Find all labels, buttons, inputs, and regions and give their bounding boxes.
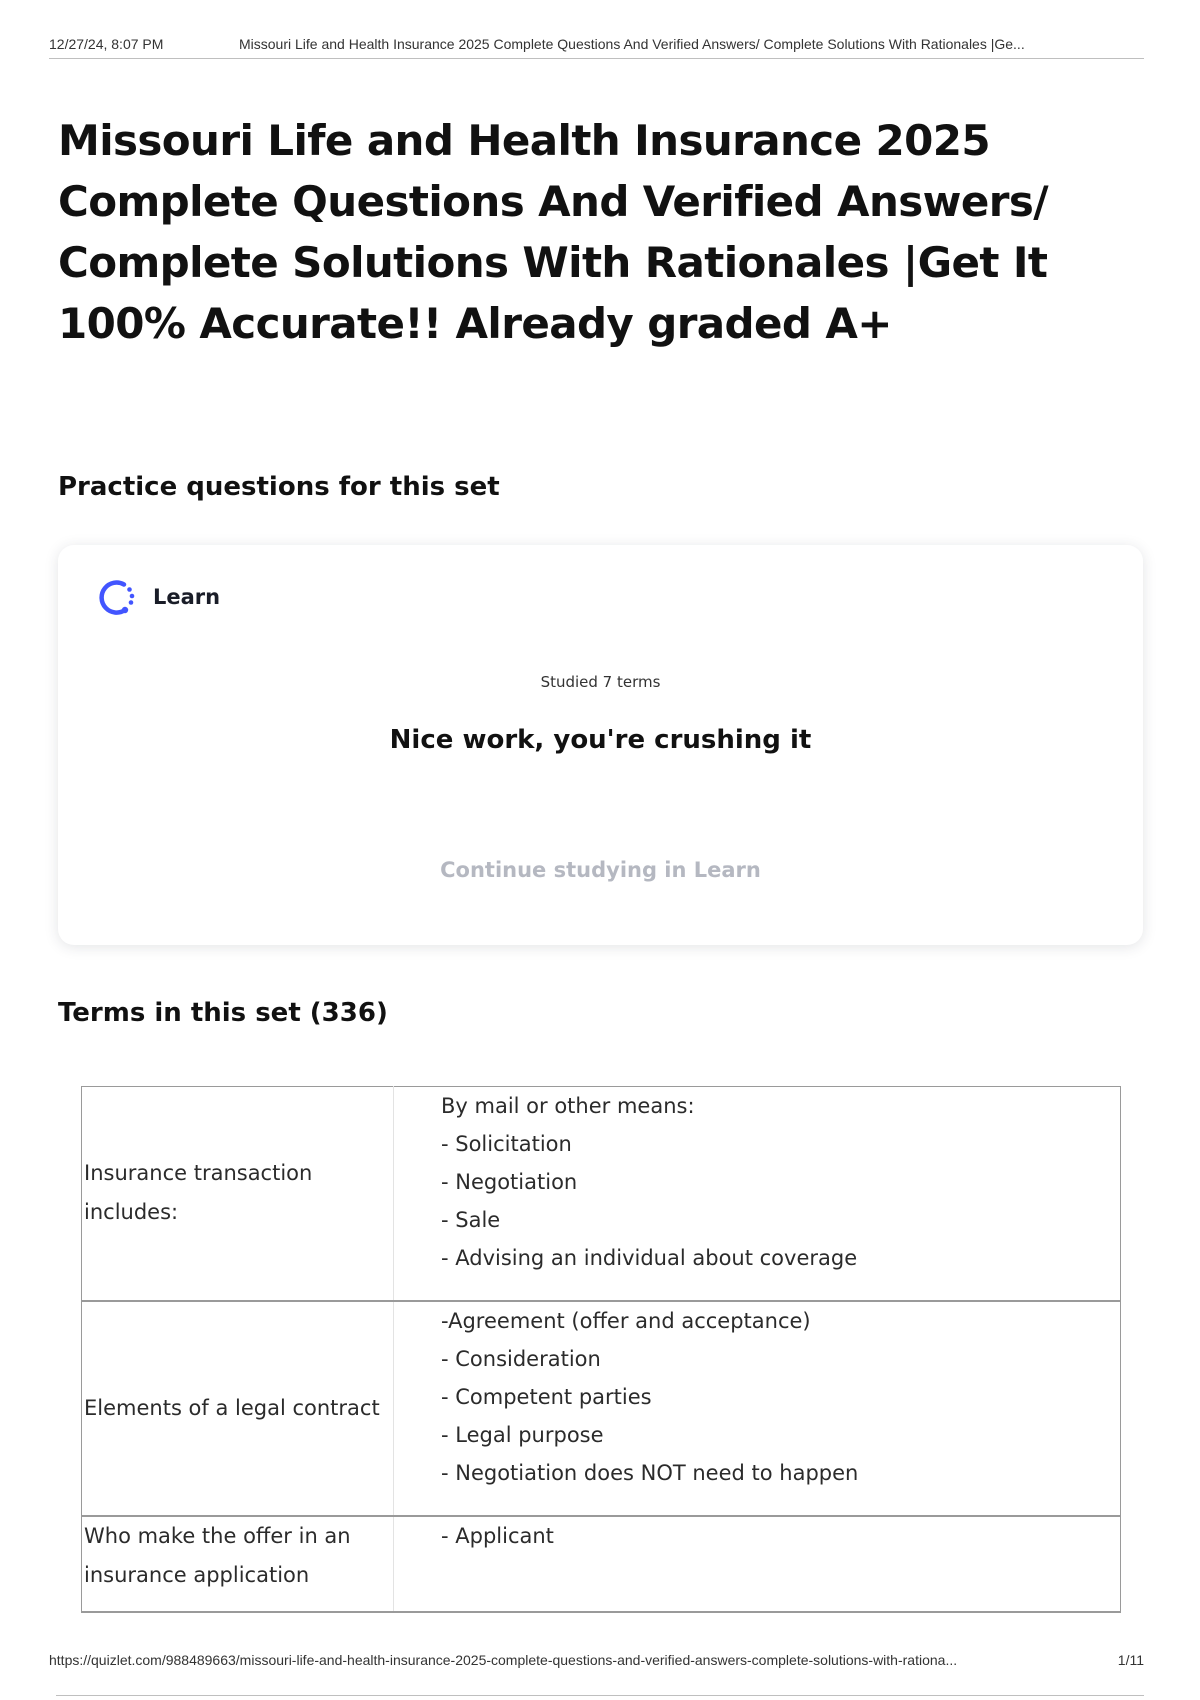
learn-mode-header[interactable] bbox=[95, 575, 220, 619]
terms-table bbox=[81, 1086, 1121, 1613]
definition-cell bbox=[394, 1516, 1121, 1612]
page-title: Missouri Life and Health Insurance 2025 Complete Questions And Verified Answers/ Complete Solutions With Rationales |Get It 100% Accurate!! Already graded A+ bbox=[58, 116, 1048, 348]
definition-line: - Sale bbox=[441, 1208, 501, 1232]
practice-heading: Practice questions for this set bbox=[58, 472, 500, 502]
print-timestamp: 12/27/24, 8:07 PM bbox=[49, 36, 164, 52]
definition-line: - Negotiation does NOT need to happen bbox=[441, 1460, 859, 1485]
definition-cell bbox=[394, 1301, 1121, 1516]
print-url: https://quizlet.com/988489663/missouri-life-and-health-insurance-2025-complete-questions-and-verified-answers-complete-solutions-with-rationa... bbox=[49, 1652, 958, 1668]
learn-icon bbox=[95, 575, 139, 619]
definition-line: By mail or other means: bbox=[441, 1094, 695, 1118]
terms-heading: Terms in this set (336) bbox=[58, 998, 388, 1028]
print-document-title: Missouri Life and Health Insurance 2025 Complete Questions And Verified Answers/ Complete Solutions With Rationales |Ge... bbox=[239, 36, 1025, 52]
footer-divider bbox=[56, 1695, 1144, 1696]
definition-line: - Negotiation bbox=[441, 1170, 578, 1194]
studied-count: Studied 7 terms bbox=[540, 673, 661, 691]
page-number: 1/11 bbox=[1117, 1652, 1144, 1668]
table-row bbox=[82, 1516, 1121, 1612]
definition-line: -Agreement (offer and acceptance) bbox=[441, 1308, 811, 1333]
print-footer bbox=[49, 1648, 1144, 1672]
definition-line: - Solicitation bbox=[441, 1132, 572, 1156]
table-row bbox=[82, 1301, 1121, 1516]
print-header bbox=[49, 30, 1144, 59]
definition-line: - Applicant bbox=[441, 1523, 554, 1548]
definition-line: - Advising an individual about coverage bbox=[441, 1246, 858, 1270]
term-cell: Who make the offer in an insurance application bbox=[82, 1516, 394, 1612]
definition-line: - Competent parties bbox=[441, 1384, 652, 1409]
learn-label: Learn bbox=[153, 585, 221, 609]
learn-card bbox=[58, 545, 1143, 945]
term-cell: Elements of a legal contract bbox=[82, 1301, 394, 1516]
table-row bbox=[82, 1087, 1121, 1301]
definition-line: - Legal purpose bbox=[441, 1422, 604, 1447]
term-cell: Insurance transaction includes: bbox=[82, 1087, 394, 1301]
progress-message: Nice work, you're crushing it bbox=[389, 725, 812, 755]
definition-cell bbox=[394, 1087, 1121, 1301]
continue-learn-button[interactable]: Continue studying in Learn bbox=[440, 858, 761, 882]
definition-line: - Consideration bbox=[441, 1346, 601, 1371]
